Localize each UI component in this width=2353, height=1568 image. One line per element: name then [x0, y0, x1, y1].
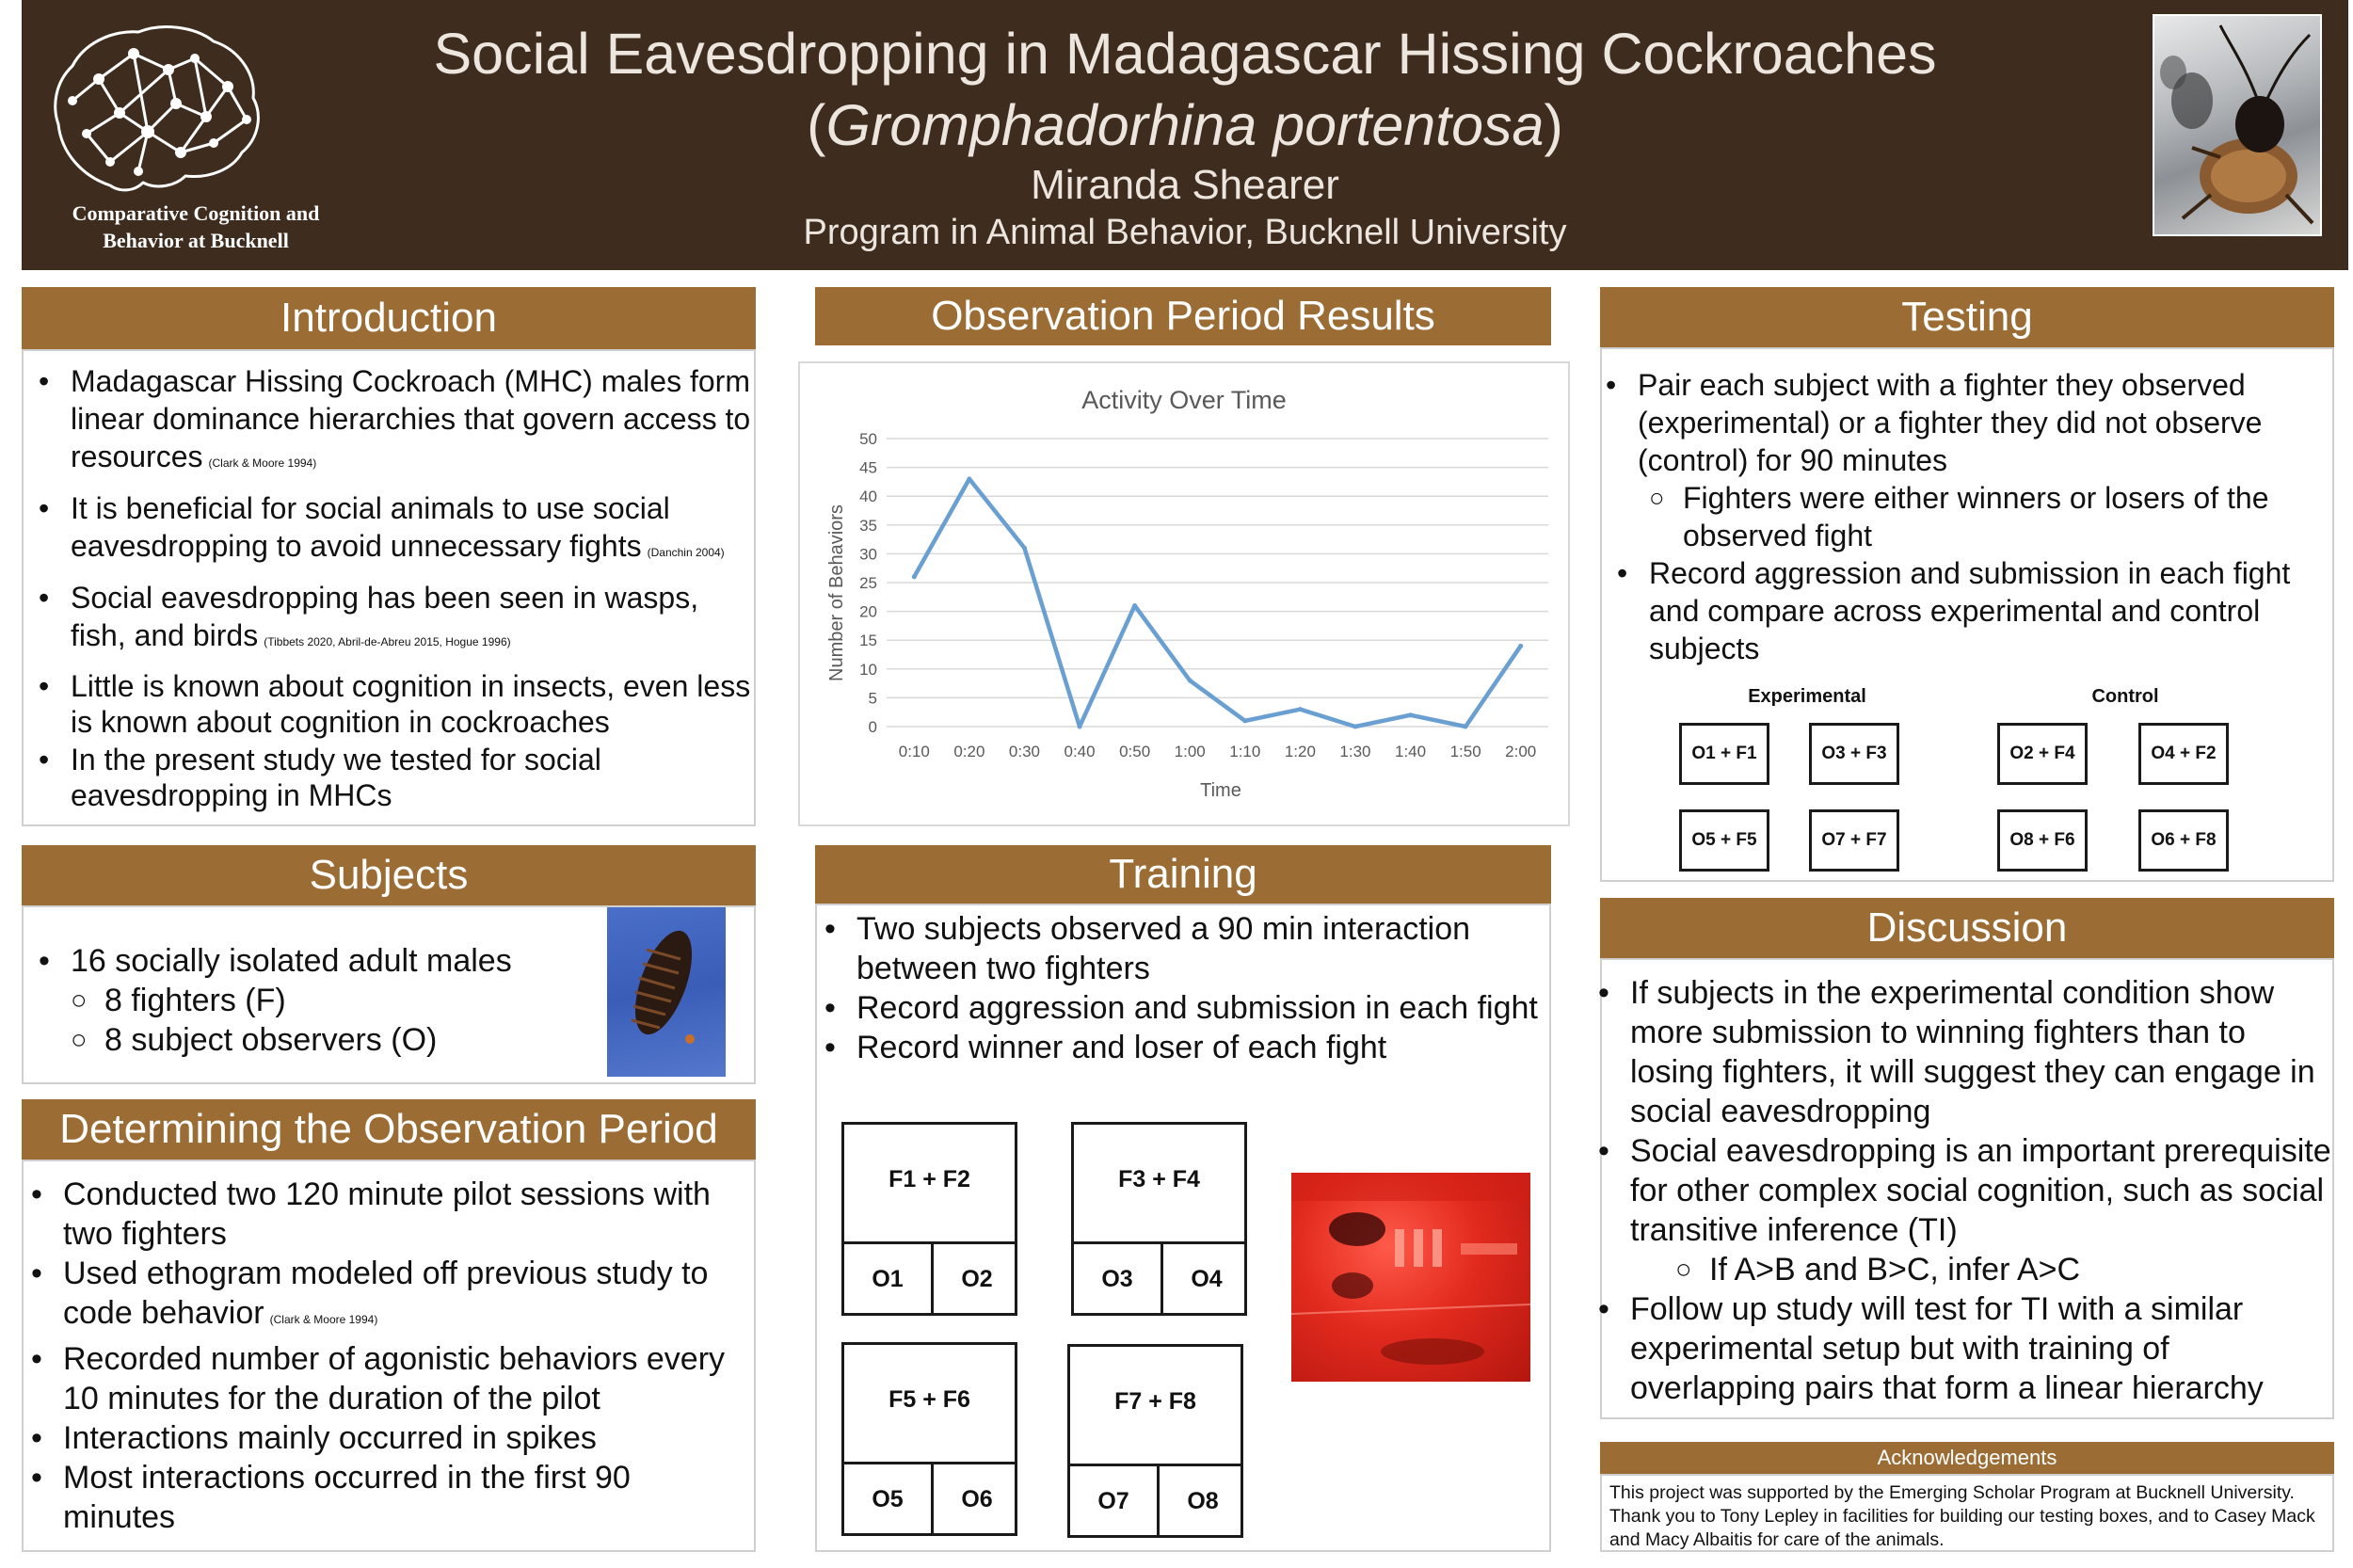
subjects-sublist	[104, 981, 598, 1060]
subjects-heading: Subjects	[22, 845, 756, 905]
training-list	[856, 909, 1544, 1067]
introduction-item: • It is beneficial for social animals to use social eavesdropping to avoid unnecessary fights (Danchin 2004)	[71, 489, 753, 571]
chart-xtick-label: 1:50	[1449, 743, 1481, 760]
determining-heading: Determining the Observation Period	[22, 1099, 756, 1160]
chart-xtick-label: 0:50	[1119, 743, 1151, 760]
training-box: F5 + F6 O5 O6	[841, 1342, 1017, 1536]
control-pair-box: O4 + F2	[2138, 723, 2229, 785]
determining-item: • Conducted two 120 minute pilot sessions with two fighters	[63, 1175, 750, 1254]
chart-ytick-label: 50	[859, 430, 877, 448]
author-name: Miranda Shearer	[1031, 162, 1339, 208]
testing-list	[1638, 366, 2329, 667]
chart-ytick-label: 15	[859, 632, 877, 650]
determining-item: • Used ethogram modeled off previous study to code behavior (Clark & Moore 1994)	[63, 1254, 750, 1339]
testing-item: • Pair each subject with a fighter they observed (experimental) or a fighter they did not observe (control) for 90 minutes ○ Fighters were either winners or losers of the observed fight	[1638, 366, 2329, 554]
chart-ytick-label: 25	[859, 574, 877, 592]
results-heading: Observation Period Results	[815, 287, 1551, 345]
chart-data-point	[1518, 644, 1523, 648]
chart-ytick-label: 45	[859, 458, 877, 477]
introduction-list	[71, 362, 753, 813]
control-pair-box: O2 + F4	[1997, 723, 2088, 785]
cockroach-photo-header	[2153, 14, 2322, 236]
training-box: F3 + F4 O3 O4	[1071, 1122, 1247, 1316]
experimental-pair-box: O3 + F3	[1809, 723, 1899, 785]
chart-data-point	[1298, 707, 1303, 712]
chart-data-point	[1242, 718, 1247, 723]
acknowledgements-text: This project was supported by the Emerging Scholar Program at Bucknell University. Thank you to Tony Lepley in facilities for building our testing boxes, and to Casey Mack and Macy Albaitis for care of the animals.	[1609, 1482, 2315, 1550]
chart-xtick-label: 1:40	[1394, 743, 1427, 760]
discussion-item: • Follow up study will test for TI with a similar experimental setup but with training of overlapping pairs that form a linear hierarchy	[1630, 1289, 2331, 1408]
determining-panel	[22, 1160, 756, 1552]
experimental-label: Experimental	[1748, 686, 1866, 707]
discussion-heading: Discussion	[1600, 898, 2334, 958]
discussion-panel	[1600, 958, 2334, 1419]
chart-xtick-label: 1:00	[1174, 743, 1206, 760]
cockroach-photo-subjects	[607, 907, 726, 1077]
arena-photo	[1291, 1173, 1530, 1382]
training-item: • Record aggression and submission in each fight	[856, 988, 1544, 1028]
chart-xtick-label: 0:30	[1008, 743, 1041, 760]
testing-item: • Record aggression and submission in each fight and compare across experimental and control subjects	[1649, 554, 2329, 667]
chart-ylabel: Number of Behaviors	[826, 504, 847, 681]
chart-data-point	[1408, 712, 1413, 717]
discussion-subitem: ○ If A>B and B>C, infer A>C	[1709, 1250, 2331, 1289]
poster-header	[22, 0, 2348, 270]
chart-data-point	[1188, 679, 1193, 683]
determining-item: • Most interactions occurred in the first 90 minutes	[63, 1458, 750, 1537]
chart-xtick-label: 2:00	[1505, 743, 1537, 760]
chart-data-point	[1353, 725, 1357, 729]
training-box: F7 + F8 O7 O8	[1067, 1344, 1243, 1538]
chart-ytick-label: 30	[859, 545, 877, 564]
subjects-subitem: ○ 8 subject observers (O)	[104, 1020, 598, 1060]
chart-ytick-label: 0	[868, 718, 877, 736]
control-pair-box: O8 + F6	[1997, 809, 2088, 872]
chart-data-point	[1022, 546, 1027, 551]
chart-ytick-label: 5	[868, 689, 877, 708]
chart-xtick-label: 0:20	[953, 743, 985, 760]
chart-data-point	[912, 574, 917, 579]
subjects-panel	[22, 905, 756, 1084]
chart-xtick-label: 0:10	[898, 743, 930, 760]
subjects-subitem: ○ 8 fighters (F)	[104, 981, 598, 1020]
determining-list	[63, 1175, 750, 1537]
subjects-list	[71, 941, 598, 1060]
author-affiliation: Program in Animal Behavior, Bucknell University	[803, 213, 1567, 252]
introduction-heading: Introduction	[22, 287, 756, 349]
chart-data-point	[1132, 603, 1137, 608]
discussion-sublist	[1709, 1250, 2331, 1289]
chart-data-point	[967, 476, 971, 481]
chart-xtick-label: 1:30	[1339, 743, 1371, 760]
poster-title-species: (Gromphadorhina portentosa)	[807, 93, 1563, 157]
poster-title: Social Eavesdropping in Madagascar Hissing Cockroaches	[433, 22, 1937, 86]
introduction-panel	[22, 349, 756, 826]
training-panel	[815, 904, 1551, 1552]
training-item: • Two subjects observed a 90 min interaction between two fighters	[856, 909, 1544, 988]
chart-series-line	[914, 479, 1520, 727]
testing-sublist	[1683, 479, 2329, 554]
chart-panel	[798, 361, 1570, 826]
chart-data-point	[1078, 725, 1082, 729]
chart-xtick-label: 1:10	[1229, 743, 1261, 760]
activity-line-chart	[800, 363, 1568, 824]
determining-item: • Interactions mainly occurred in spikes	[63, 1418, 750, 1458]
chart-title: Activity Over Time	[1081, 386, 1287, 414]
chart-xtick-label: 1:20	[1284, 743, 1316, 760]
control-label: Control	[2091, 686, 2159, 707]
chart-ytick-label: 40	[859, 488, 877, 506]
subjects-item: • 16 socially isolated adult males ○ 8 fighters (F) ○ 8 subject observers (O)	[71, 941, 598, 1060]
chart-xlabel: Time	[1200, 780, 1241, 801]
testing-heading: Testing	[1600, 287, 2334, 347]
introduction-item: • Little is known about cognition in insects, even less is known about cognition in cockroaches	[71, 668, 753, 740]
species-name: Gromphadorhina portentosa	[825, 93, 1545, 157]
experimental-pair-box: O7 + F7	[1809, 809, 1899, 872]
chart-data-point	[1464, 725, 1468, 729]
acknowledgements-panel	[1600, 1474, 2334, 1552]
chart-ytick-label: 10	[859, 660, 877, 679]
logo-caption: Comparative Cognition and Behavior at Bucknell	[72, 201, 320, 252]
acknowledgements-heading: Acknowledgements	[1600, 1442, 2334, 1474]
introduction-item: • Social eavesdropping has been seen in wasps, fish, and birds (Tibbets 2020, Abril-de-Abreu 2015, Hogue 1996)	[71, 579, 753, 661]
introduction-item: • Madagascar Hissing Cockroach (MHC) males form linear dominance hierarchies that govern access to resources (Clark & Moore 1994)	[71, 362, 753, 482]
discussion-item: • If subjects in the experimental condition show more submission to winning fighters than to losing fighters, it will suggest they can engage in social eavesdropping	[1630, 973, 2331, 1131]
discussion-item: • Social eavesdropping is an important prerequisite for other complex social cognition, such as social transitive inference (TI) ○ If A>B and B>C, infer A>C	[1630, 1131, 2331, 1289]
introduction-item: • In the present study we tested for social eavesdropping in MHCs	[71, 742, 753, 813]
experimental-pair-box: O1 + F1	[1679, 723, 1769, 785]
training-heading: Training	[815, 845, 1551, 904]
testing-panel	[1600, 347, 2334, 882]
discussion-list	[1630, 973, 2331, 1408]
training-box: F1 + F2 O1 O2	[841, 1122, 1017, 1316]
chart-ytick-label: 20	[859, 602, 877, 621]
experimental-pair-box: O5 + F5	[1679, 809, 1769, 872]
chart-ytick-label: 35	[859, 516, 877, 535]
chart-xtick-label: 0:40	[1064, 743, 1096, 760]
training-item: • Record winner and loser of each fight	[856, 1028, 1544, 1067]
determining-item: • Recorded number of agonistic behaviors every 10 minutes for the duration of the pilot	[63, 1339, 750, 1418]
brain-logo-icon	[44, 21, 275, 195]
testing-subitem: ○ Fighters were either winners or losers of the observed fight	[1683, 479, 2329, 554]
control-pair-box: O6 + F8	[2138, 809, 2229, 872]
